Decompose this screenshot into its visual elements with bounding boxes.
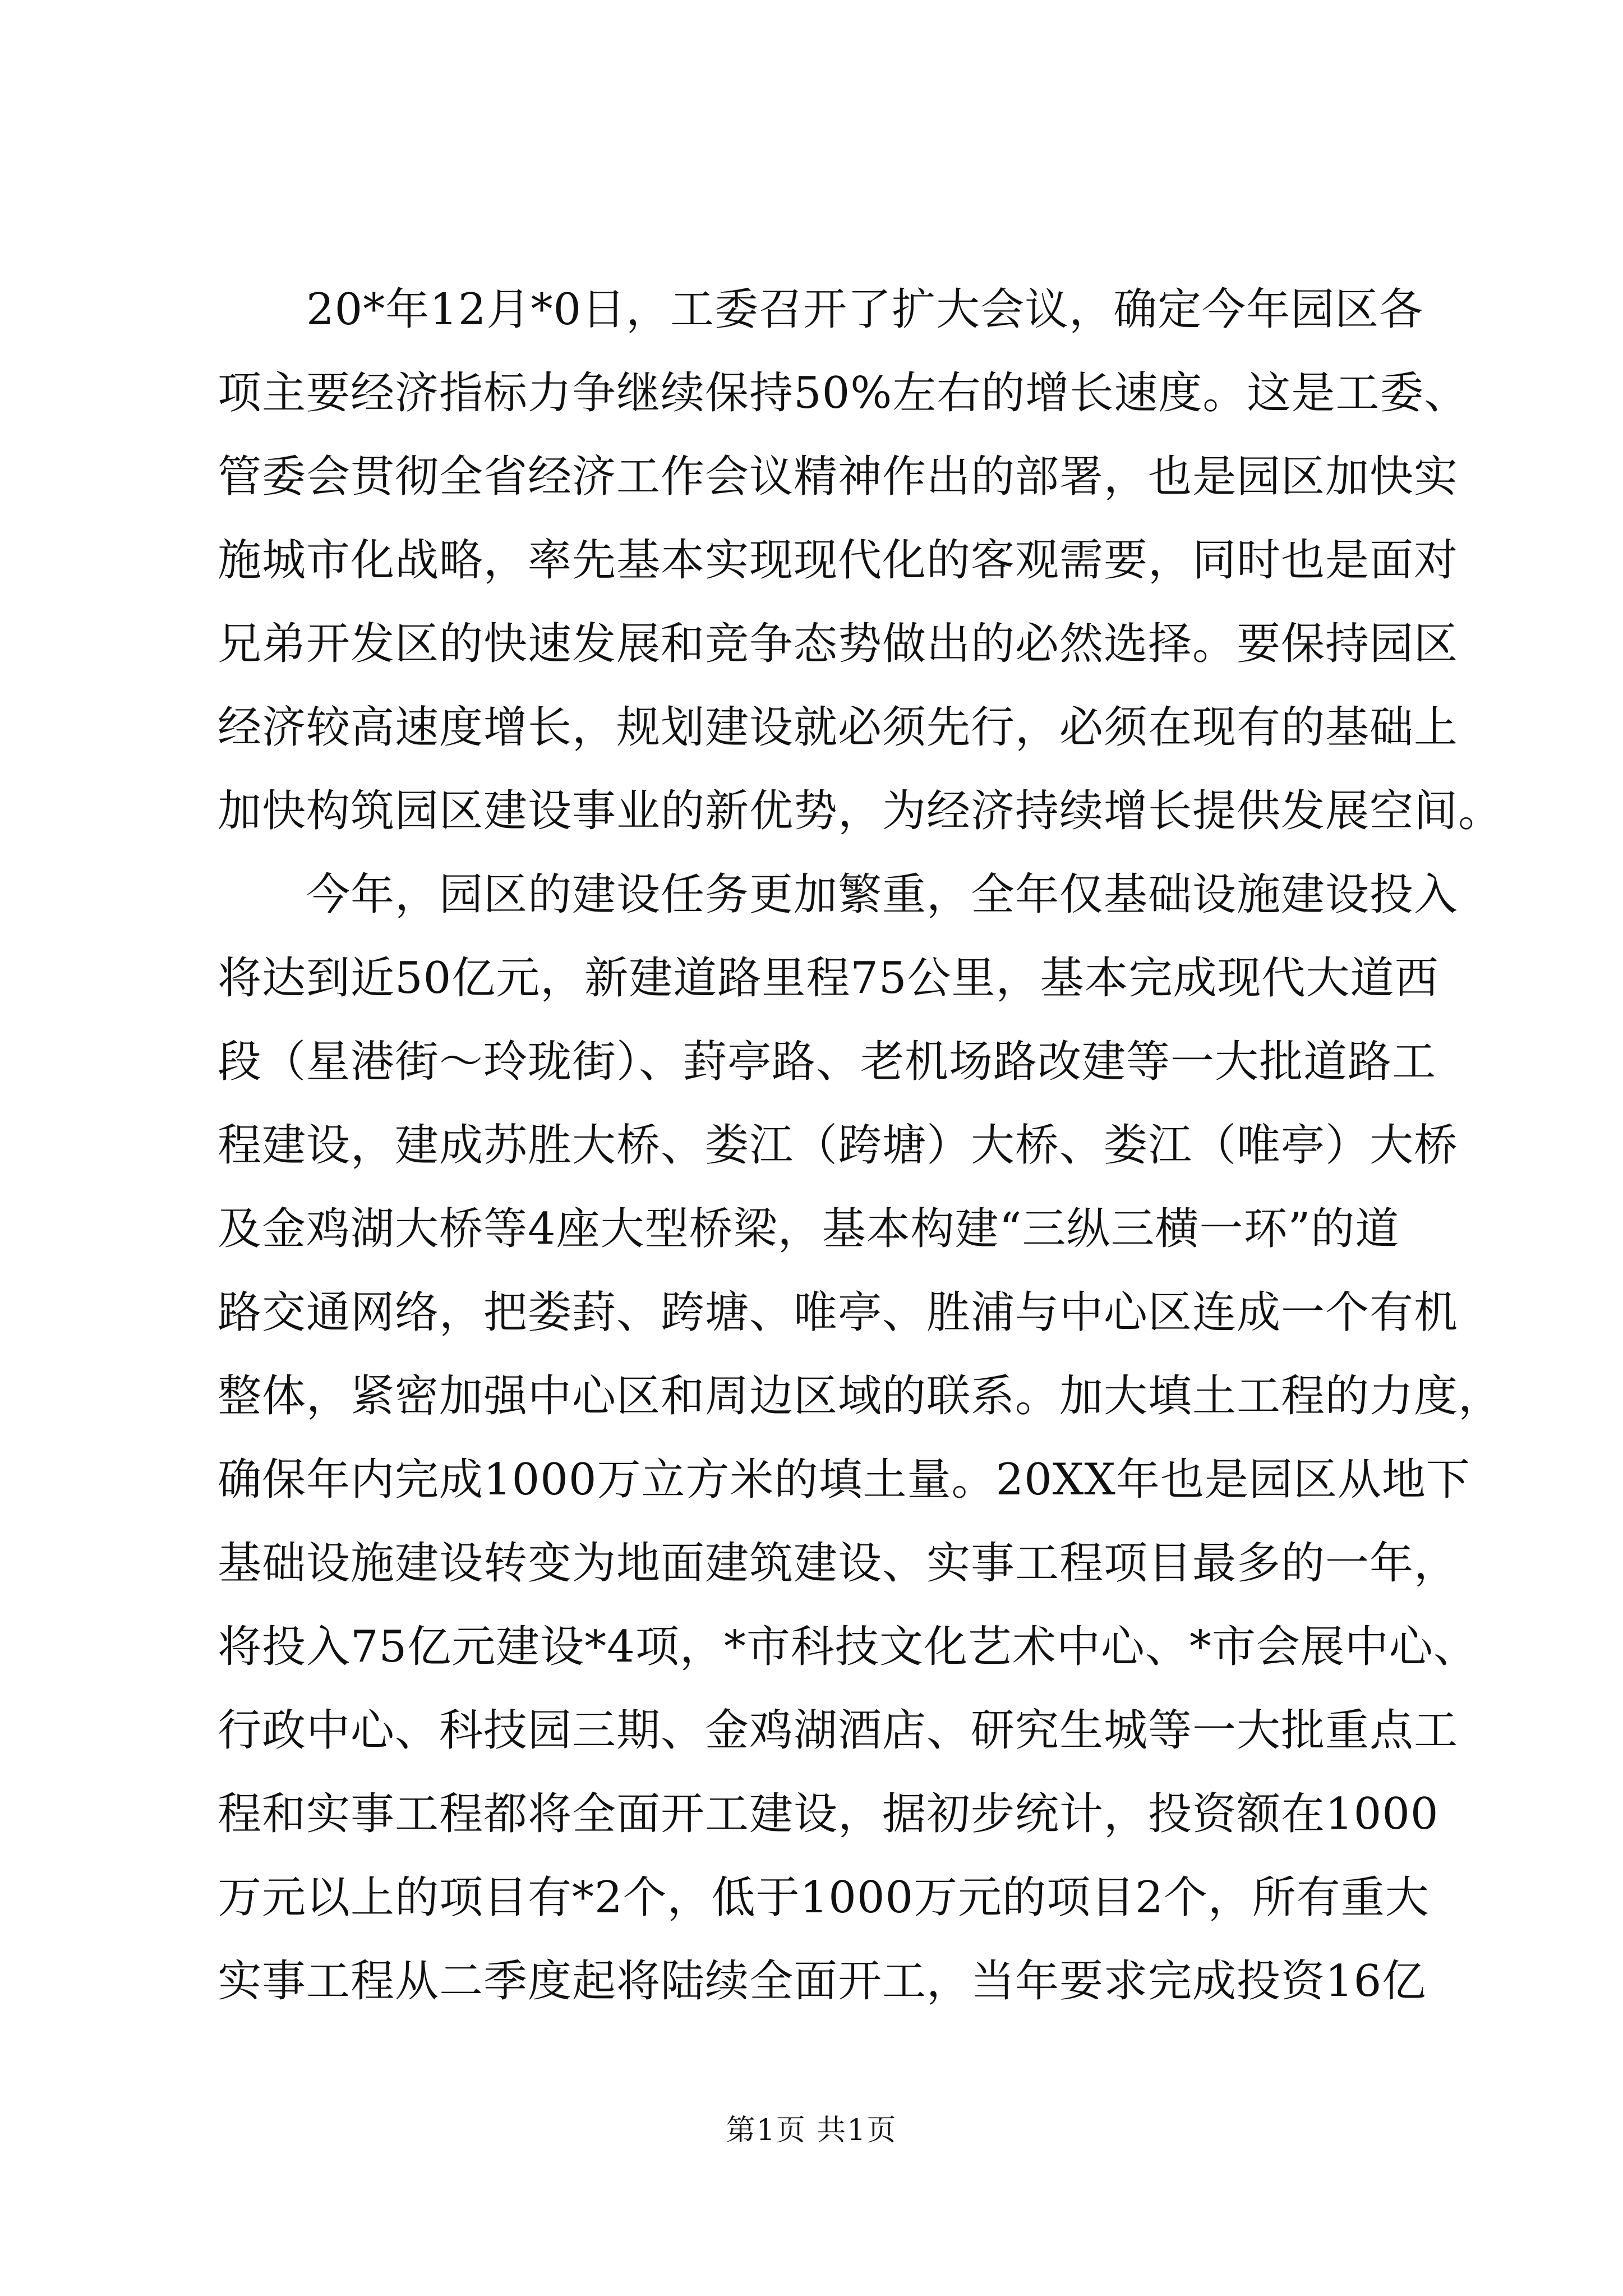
paragraph-2-line-8: 确保年内完成1000万立方米的填土量。20XX年也是园区从地下 — [218, 1455, 1470, 1505]
paragraph-2-line-3: 段（星港街～玲珑街）、葑亭路、老机场路改建等一大批道路工 — [218, 1037, 1437, 1087]
paragraph-1-line-5: 兄弟开发区的快速发展和竞争态势做出的必然选择。要保持园区 — [218, 619, 1459, 669]
body-text — [218, 268, 1503, 2023]
paragraph-1-line-4: 施城市化战略，率先基本实现现代化的客观需要，同时也是面对 — [218, 535, 1459, 586]
paragraph-1-line-2: 项主要经济指标力争继续保持50%左右的增长速度。这是工委、 — [218, 368, 1469, 418]
paragraph-2-line-14: 实事工程从二季度起将陆续全面开工，当年要求完成投资16亿 — [218, 1956, 1427, 2007]
paragraph-2-line-5: 及金鸡湖大桥等4座大型桥梁，基本构建“三纵三横一环”的道 — [218, 1204, 1400, 1254]
page-number-footer: 第1页 共1页 — [726, 2114, 897, 2147]
paragraph-2-line-10: 将投入75亿元建设*4项，*市科技文化艺术中心、*市会展中心、 — [218, 1622, 1478, 1672]
paragraph-2-line-2: 将达到近50亿元，新建道路里程75公里，基本完成现代大道西 — [218, 953, 1439, 1004]
paragraph-2-line-12: 程和实事工程都将全面开工建设，据初步统计，投资额在1000 — [218, 1789, 1439, 1839]
paragraph-2-line-9: 基础设施建设转变为地面建筑建设、实事工程项目最多的一年， — [218, 1538, 1459, 1589]
paragraph-1-line-6: 经济较高速度增长，规划建设就必须先行，必须在现有的基础上 — [218, 702, 1459, 753]
paragraph-2-line-7: 整体，紧密加强中心区和周边区域的联系。加大填土工程的力度， — [218, 1371, 1503, 1421]
paragraph-2-line-6: 路交通网络，把娄葑、跨塘、唯亭、胜浦与中心区连成一个有机 — [218, 1287, 1459, 1338]
paragraph-1-line-1: 20*年12月*0日，工委召开了扩大会议，确定今年园区各 — [306, 284, 1424, 335]
paragraph-1-line-7: 加快构筑园区建设事业的新优势，为经济持续增长提供发展空间。 — [218, 786, 1503, 836]
paragraph-1-line-3: 管委会贯彻全省经济工作会议精神作出的部署，也是园区加快实 — [218, 452, 1459, 502]
paragraph-2-line-1: 今年，园区的建设任务更加繁重，全年仅基础设施建设投入 — [306, 869, 1459, 920]
paragraph-2-line-13: 万元以上的项目有*2个，低于1000万元的项目2个，所有重大 — [218, 1872, 1430, 1923]
paragraph-2-line-11: 行政中心、科技园三期、金鸡湖酒店、研究生城等一大批重点工 — [218, 1705, 1459, 1756]
paragraph-2-line-4: 程建设，建成苏胜大桥、娄江（跨塘）大桥、娄江（唯亭）大桥 — [218, 1120, 1459, 1171]
